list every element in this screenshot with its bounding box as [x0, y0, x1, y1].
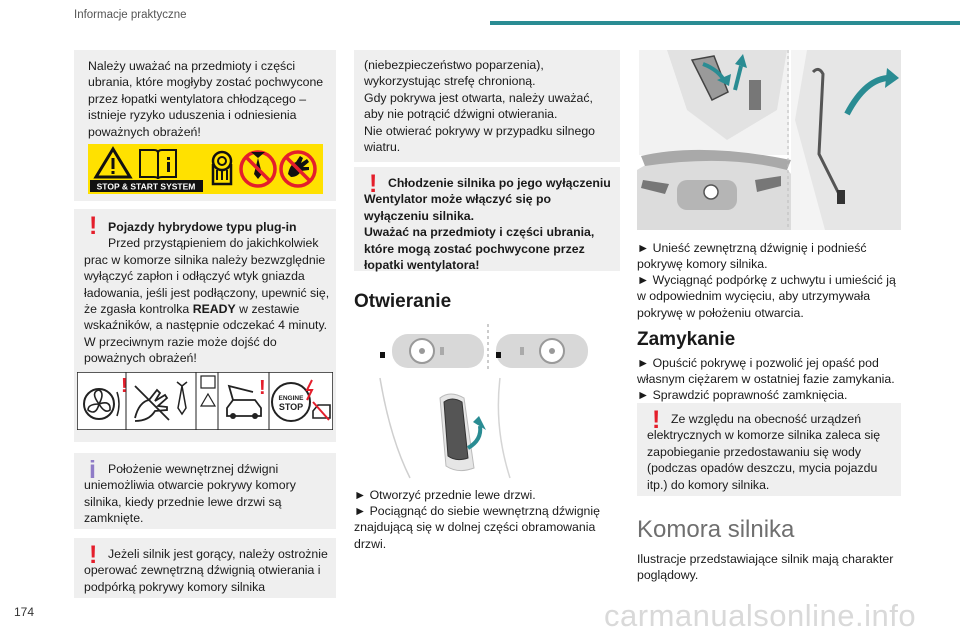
hybrid-text-part: w zestawie wskaźników, a następnie odczekać 4 minuty. W przeciwnym razie może dojść do poważnych obrażeń!: [84, 302, 328, 366]
warning-exclamation-icon: !: [89, 212, 98, 240]
hot-engine-warning-continued-text: (niebezpieczeństwo poparzenia), wykorzystując strefę chronioną. Gdy pokrywa jest otwarta, należy uważać, aby nie potrącić dźwigni otwierania. Nie otwierać pokrywy w przypadku silnego wiatru.: [364, 58, 596, 155]
hood-latch-detail: [639, 50, 789, 155]
door-frame-lever: [380, 378, 510, 478]
section-title: Informacje praktyczne: [74, 9, 187, 21]
car-top-view-right: [496, 334, 588, 368]
cooling-warning-title: Chłodzenie silnika po jego wyłączeniu: [388, 176, 611, 190]
hybrid-warning-content: [84, 219, 330, 367]
engine-bay-heading: Komora silnika: [637, 516, 795, 543]
front-car-view: [637, 150, 791, 230]
engine-bay-text: Ilustracje przedstawiające silnik mają charakter poglądowy.: [637, 552, 894, 583]
svg-text:STOP: STOP: [278, 402, 304, 412]
step-open-door: ► Otworzyć przednie lewe drzwi.: [354, 488, 536, 502]
hot-engine-warning-continued: [354, 50, 620, 162]
hybrid-warning-pictograms: [77, 372, 333, 430]
ready-indicator-label: READY: [192, 302, 236, 317]
hood-prop-rod-detail: [791, 50, 901, 230]
lever-info-box: [74, 453, 336, 529]
fan-warning-text: Należy uważać na przedmioty i części ubrania, które mogłyby zostać pochwycone przez łopatki wentylatora chłodzącego – istnieje ryzyko uduszenia i odniesienia poważnych obrażeń!: [88, 59, 324, 139]
warning-exclamation-icon: !: [652, 406, 661, 434]
hot-engine-warning-text: Jeżeli silnik jest gorący, należy ostrożnie operować zewnętrzną dźwignią otwierania i podpórką pokrywy komory silnika: [84, 547, 328, 594]
svg-text:ENGINE: ENGINE: [278, 395, 304, 402]
svg-text:!: !: [259, 377, 266, 399]
hybrid-warning-box: [74, 209, 336, 442]
cooling-warning-text: Wentylator może włączyć się po wyłączeniu silnika. Uważać na przedmioty i części ubrania, które mogą zostać pochwycone przez łopatki wentylatora!: [364, 192, 595, 273]
hood-opening-illustration: [637, 50, 901, 230]
stop-start-label: STOP & START SYSTEM: [96, 181, 196, 192]
step-lower-hood: ► Opuścić pokrywę i pozwolić jej opaść pod własnym ciężarem w ostatniej fazie zamykania.: [637, 356, 895, 387]
hybrid-warning-title: Pojazdy hybrydowe typu plug-in: [108, 220, 297, 234]
step-check-closure: ► Sprawdzić poprawność zamknięcia.: [637, 388, 848, 402]
car-top-view-left: [380, 334, 484, 368]
closing-heading: Zamykanie: [637, 329, 736, 350]
step-lift-hood: ► Unieść zewnętrzną dźwignię i podnieść pokrywę komory silnika.: [637, 241, 867, 272]
electrical-warning-box: [637, 403, 901, 496]
header-accent-bar: [490, 21, 960, 25]
page-number: 174: [14, 605, 35, 619]
warning-exclamation-icon: !: [369, 170, 378, 198]
svg-text:!: !: [121, 375, 128, 397]
lever-info-text: Położenie wewnętrznej dźwigni uniemożliwia otwarcie pokrywy komory silnika, kiedy przednie lewe drzwi są zamknięte.: [84, 462, 296, 526]
fan-warning-box: [74, 50, 336, 201]
hot-engine-warning-box: [74, 538, 336, 598]
opening-heading: Otwieranie: [354, 291, 452, 312]
hybrid-warning-text: [84, 235, 330, 366]
cooling-warning-box: [354, 167, 620, 271]
cooling-warning-content: [364, 170, 614, 273]
hybrid-text-part: Przed przystąpieniem do jakichkolwiek prac w komorze silnika należy bezwzględnie wyłączyć zapłon i odłączyć wtyk gniazda ładowania, jeśli jest podłączony, upewnić się, że zgasła kontrolka: [84, 236, 330, 317]
watermark: carmanualsonline.info: [604, 598, 917, 633]
step-pull-lever: ► Pociągnąć do siebie wewnętrzną dźwignię znajdującą się w dolnej części obramowania drzwi.: [354, 504, 600, 551]
interior-lever-illustration: [360, 318, 618, 480]
step-place-prop-rod: ► Wyciągnąć podpórkę z uchwytu i umieścić ją w odpowiednim wycięciu, aby utrzymywała pokrywę w położeniu otwarcia.: [637, 273, 896, 320]
warning-exclamation-icon: !: [89, 541, 98, 569]
warning-signs-image: [88, 144, 323, 194]
electrical-warning-text: Ze względu na obecność urządzeń elektrycznych w komorze silnika zaleca się zapobieganie przedostawaniu się wody (podczas opadów deszczu, mycia pojazdu itp.) do komory silnika.: [647, 412, 881, 492]
info-icon: i: [89, 456, 96, 484]
